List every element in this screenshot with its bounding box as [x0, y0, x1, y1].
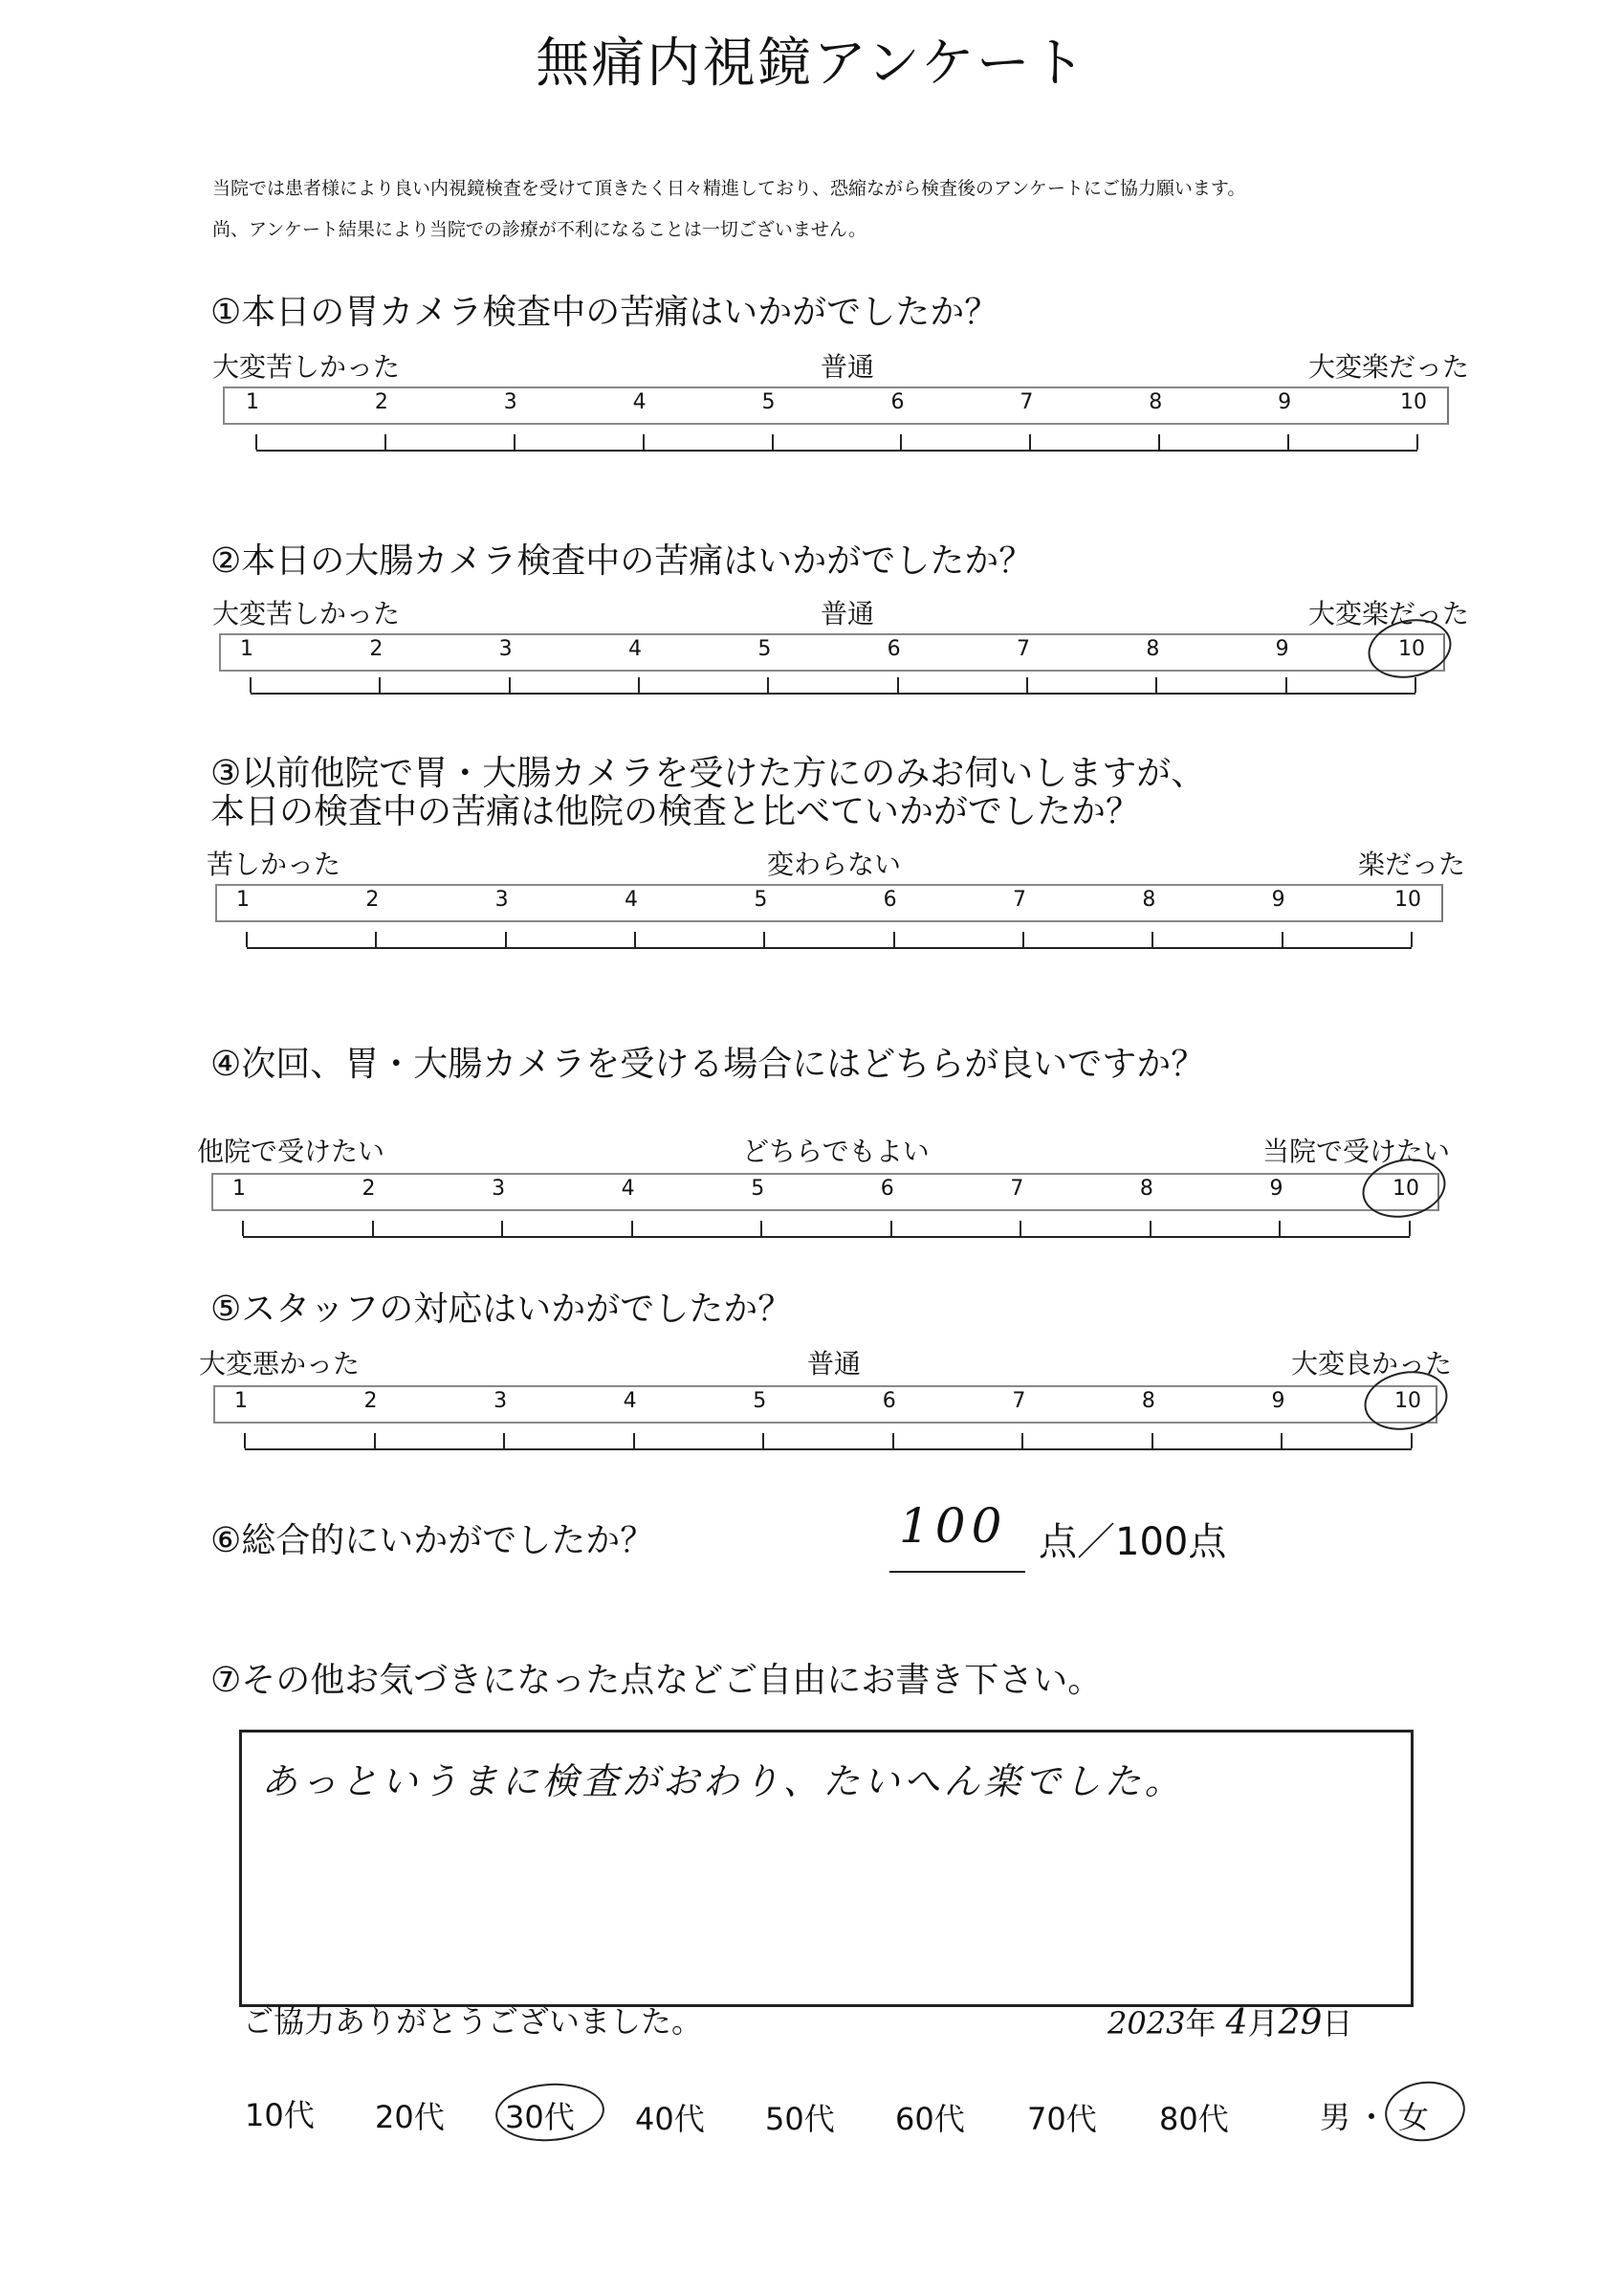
q2-scale-option-9[interactable]: 9 — [1275, 637, 1289, 661]
q2-scale-option-10[interactable]: 10 — [1398, 637, 1425, 661]
intro-line-1: 当院では患者様により良い内視鏡検査を受けて頂きたく日々精進しており、恐縮ながら検査後のアンケートにご協力願います。 — [212, 178, 1246, 199]
q3-scale-tick — [505, 932, 507, 947]
q3-scale-tick — [1022, 932, 1024, 947]
q5-scale-tick — [1281, 1433, 1283, 1448]
q5-scale-option-5[interactable]: 5 — [753, 1389, 767, 1413]
sex-selection-circle — [1381, 2076, 1469, 2146]
q2-scale-tick — [638, 677, 640, 693]
q4-scale-tick — [372, 1221, 374, 1236]
q1-scale-option-10[interactable]: 10 — [1400, 390, 1427, 414]
q1-scale-option-6[interactable]: 6 — [890, 390, 905, 414]
q3-scale-option-9[interactable]: 9 — [1271, 888, 1285, 912]
q4-label-right: 当院で受けたい — [1262, 1136, 1451, 1167]
sex-option-female[interactable]: 女 — [1398, 2099, 1430, 2135]
q4-scale-tick — [1150, 1221, 1151, 1236]
q5-scale-tick — [1151, 1433, 1153, 1448]
question-4: ④次回、胃・大腸カメラを受ける場合にはどちらが良いですか？ — [210, 1045, 1206, 1084]
q4-scale-tick — [501, 1221, 503, 1236]
question-2: ②本日の大腸カメラ検査中の苦痛はいかがでしたか？ — [210, 541, 1034, 581]
q4-scale-option-7[interactable]: 7 — [1010, 1177, 1024, 1201]
q5-scale-tick — [244, 1433, 246, 1448]
date-month: 4 — [1225, 2003, 1248, 2042]
q5-label-right: 大変良かった — [1291, 1348, 1453, 1380]
q5-scale-tick — [892, 1433, 894, 1448]
q3-scale-tick — [1411, 932, 1413, 947]
q5-scale-tick — [1411, 1433, 1413, 1448]
q4-scale-tick — [890, 1221, 892, 1236]
q3-scale-tick — [1282, 932, 1283, 947]
q1-label-left: 大変苦しかった — [212, 351, 401, 383]
q5-scale-tick — [374, 1433, 376, 1448]
date-year-kanji: 年 — [1185, 2005, 1217, 2042]
q5-scale-tick — [633, 1433, 635, 1448]
q2-label-mid: 普通 — [821, 598, 875, 629]
intro-line-2: 尚、アンケート結果により当院での診療が不利になることは一切ございません。 — [212, 219, 867, 240]
q2-scale-option-1[interactable]: 1 — [240, 637, 253, 661]
q5-scale-option-10[interactable]: 10 — [1394, 1389, 1421, 1413]
q4-scale-option-2[interactable]: 2 — [362, 1177, 376, 1201]
q3-label-left: 苦しかった — [207, 849, 341, 880]
q3-scale-box — [215, 884, 1443, 922]
q3-label-mid: 変わらない — [767, 849, 902, 880]
date-month-kanji: 月 — [1247, 2005, 1279, 2042]
comment-text: あっというまに検査がおわり、たいへん楽でした。 — [261, 1760, 1185, 1802]
q5-scale-option-6[interactable]: 6 — [882, 1389, 896, 1413]
q4-label-left: 他院で受けたい — [197, 1136, 385, 1167]
q3-scale-tick — [246, 932, 248, 947]
date-year: 2023 — [1108, 2005, 1186, 2042]
sex-option-male[interactable]: 男 — [1320, 2099, 1351, 2135]
q4-scale-option-10[interactable]: 10 — [1393, 1177, 1419, 1201]
q2-scale-tick — [1285, 677, 1287, 693]
q2-scale-option-6[interactable]: 6 — [887, 637, 901, 661]
q3-scale-option-2[interactable]: 2 — [365, 888, 380, 912]
q1-scale-option-2[interactable]: 2 — [374, 390, 388, 414]
q4-scale-tick — [1020, 1221, 1021, 1236]
q1-scale-option-4[interactable]: 4 — [632, 390, 647, 414]
q3-scale-tick — [763, 932, 765, 947]
q1-scale-line — [256, 450, 1417, 452]
q5-label-mid: 普通 — [807, 1348, 862, 1380]
q1-scale-option-1[interactable]: 1 — [246, 390, 259, 414]
age-option-30s[interactable]: 30代 — [505, 2099, 575, 2135]
q5-scale-option-9[interactable]: 9 — [1271, 1389, 1285, 1413]
thanks-text: ご協力ありがとうございました。 — [243, 2003, 703, 2040]
page-title: 無痛内視鏡アンケート — [536, 33, 1087, 95]
q2-scale-option-2[interactable]: 2 — [369, 637, 384, 661]
age-option-20s[interactable]: 20代 — [375, 2099, 445, 2135]
q4-scale-tick — [242, 1221, 244, 1236]
age-option-10s[interactable]: 10代 — [245, 2097, 315, 2133]
age-option-50s[interactable]: 50代 — [765, 2101, 835, 2137]
q5-scale-box — [213, 1385, 1437, 1424]
q1-scale-tick — [1158, 434, 1160, 450]
age-option-40s[interactable]: 40代 — [635, 2101, 705, 2137]
question-3-line-2: 本日の検査中の苦痛は他院の検査と比べていかがでしたか？ — [210, 792, 1141, 831]
q1-scale-tick — [514, 434, 515, 450]
q3-scale-option-5[interactable]: 5 — [754, 888, 768, 912]
q2-scale-option-5[interactable]: 5 — [757, 637, 772, 661]
q3-scale-line — [247, 947, 1412, 949]
q3-scale-option-6[interactable]: 6 — [883, 888, 897, 912]
comment-box[interactable] — [239, 1730, 1414, 2007]
q4-scale-tick — [631, 1221, 633, 1236]
q2-scale-line — [251, 693, 1415, 695]
q3-scale-option-1[interactable]: 1 — [236, 888, 250, 912]
q1-scale-option-7[interactable]: 7 — [1020, 390, 1034, 414]
q2-scale-option-7[interactable]: 7 — [1017, 637, 1030, 661]
q5-scale-option-1[interactable]: 1 — [234, 1389, 248, 1413]
q5-scale-tick — [503, 1433, 505, 1448]
q4-scale-line — [243, 1236, 1410, 1238]
q5-scale-option-7[interactable]: 7 — [1012, 1389, 1026, 1413]
q2-scale-tick — [897, 677, 899, 693]
q1-label-right: 大変楽だった — [1308, 351, 1470, 383]
question-1: ①本日の胃カメラ検査中の苦痛はいかがでしたか？ — [210, 293, 999, 332]
q1-scale-tick — [772, 434, 774, 450]
q5-scale-line — [245, 1448, 1412, 1450]
q6-score-underline — [889, 1571, 1025, 1573]
date-day: 29 — [1278, 2003, 1323, 2042]
question-3-line-1: ③以前他院で胃・大腸カメラを受けた方にのみお伺いしますが、 — [210, 754, 1206, 793]
q3-scale-tick — [375, 932, 377, 947]
q5-label-left: 大変悪かった — [199, 1348, 361, 1380]
q3-scale-tick — [893, 932, 895, 947]
q2-scale-tick — [1415, 677, 1416, 693]
q2-label-right: 大変楽だった — [1308, 598, 1470, 629]
question-5: ⑤スタッフの対応はいかがでしたか？ — [210, 1290, 793, 1329]
q5-scale-option-8[interactable]: 8 — [1141, 1389, 1155, 1413]
q2-scale-option-4[interactable]: 4 — [628, 637, 642, 661]
q5-scale-option-3[interactable]: 3 — [493, 1389, 508, 1413]
q5-scale-tick — [1021, 1433, 1023, 1448]
q4-scale-box — [211, 1173, 1439, 1211]
q5-scale-option-2[interactable]: 2 — [363, 1389, 378, 1413]
q3-label-right: 楽だった — [1358, 849, 1466, 880]
age-option-80s[interactable]: 80代 — [1159, 2101, 1229, 2137]
q1-scale-tick — [1416, 434, 1418, 450]
q1-scale-tick — [900, 434, 902, 450]
question-6: ⑥総合的にいかがでしたか？ — [210, 1521, 655, 1560]
q2-scale-box — [219, 633, 1445, 672]
q4-scale-option-6[interactable]: 6 — [880, 1177, 894, 1201]
q1-scale-tick — [384, 434, 386, 450]
q4-scale-option-4[interactable]: 4 — [621, 1177, 635, 1201]
q1-scale-tick — [1029, 434, 1031, 450]
q4-scale-option-5[interactable]: 5 — [751, 1177, 765, 1201]
q2-scale-option-8[interactable]: 8 — [1146, 637, 1160, 661]
q1-scale-tick — [255, 434, 257, 450]
q4-scale-option-9[interactable]: 9 — [1269, 1177, 1283, 1201]
q6-score-suffix: 点／100点 — [1039, 1520, 1227, 1564]
sex-separator: ・ — [1356, 2099, 1388, 2135]
q2-label-left: 大変苦しかった — [212, 598, 401, 629]
q4-label-mid: どちらでもよい — [742, 1136, 930, 1167]
q4-scale-option-3[interactable]: 3 — [492, 1177, 506, 1201]
q1-scale-box — [223, 386, 1449, 425]
q5-scale-tick — [762, 1433, 764, 1448]
q2-scale-tick — [250, 677, 252, 693]
q3-scale-option-3[interactable]: 3 — [494, 888, 509, 912]
q4-scale-option-8[interactable]: 8 — [1139, 1177, 1153, 1201]
q4-scale-tick — [1409, 1221, 1411, 1236]
q3-scale-option-7[interactable]: 7 — [1013, 888, 1026, 912]
q2-scale-tick — [509, 677, 511, 693]
q2-scale-tick — [1155, 677, 1157, 693]
question-7: ⑦その他お気づきになった点などご自由にお書き下さい。 — [210, 1661, 1103, 1700]
q3-scale-option-10[interactable]: 10 — [1394, 888, 1421, 912]
q2-scale-tick — [767, 677, 769, 693]
date[interactable] — [1108, 1999, 1352, 2043]
q3-scale-option-8[interactable]: 8 — [1142, 888, 1156, 912]
q1-scale-tick — [643, 434, 645, 450]
q2-scale-tick — [379, 677, 381, 693]
age-option-70s[interactable]: 70代 — [1027, 2101, 1097, 2137]
q1-scale-option-8[interactable]: 8 — [1149, 390, 1163, 414]
q3-scale-tick — [1151, 932, 1153, 947]
age-option-60s[interactable]: 60代 — [895, 2101, 965, 2137]
q1-scale-tick — [1287, 434, 1289, 450]
q6-score-value[interactable]: 100 — [899, 1498, 1008, 1554]
q3-scale-tick — [634, 932, 636, 947]
q1-scale-option-3[interactable]: 3 — [503, 390, 517, 414]
q1-label-mid: 普通 — [821, 351, 875, 383]
q5-scale-option-4[interactable]: 4 — [623, 1389, 637, 1413]
q2-scale-option-3[interactable]: 3 — [498, 637, 513, 661]
q4-scale-tick — [1279, 1221, 1281, 1236]
q1-scale-option-9[interactable]: 9 — [1278, 390, 1292, 414]
q2-scale-tick — [1026, 677, 1028, 693]
date-day-kanji: 日 — [1322, 2005, 1353, 2042]
q4-scale-option-1[interactable]: 1 — [232, 1177, 246, 1201]
q4-scale-tick — [760, 1221, 762, 1236]
q3-scale-option-4[interactable]: 4 — [625, 888, 638, 912]
q1-scale-option-5[interactable]: 5 — [761, 390, 776, 414]
